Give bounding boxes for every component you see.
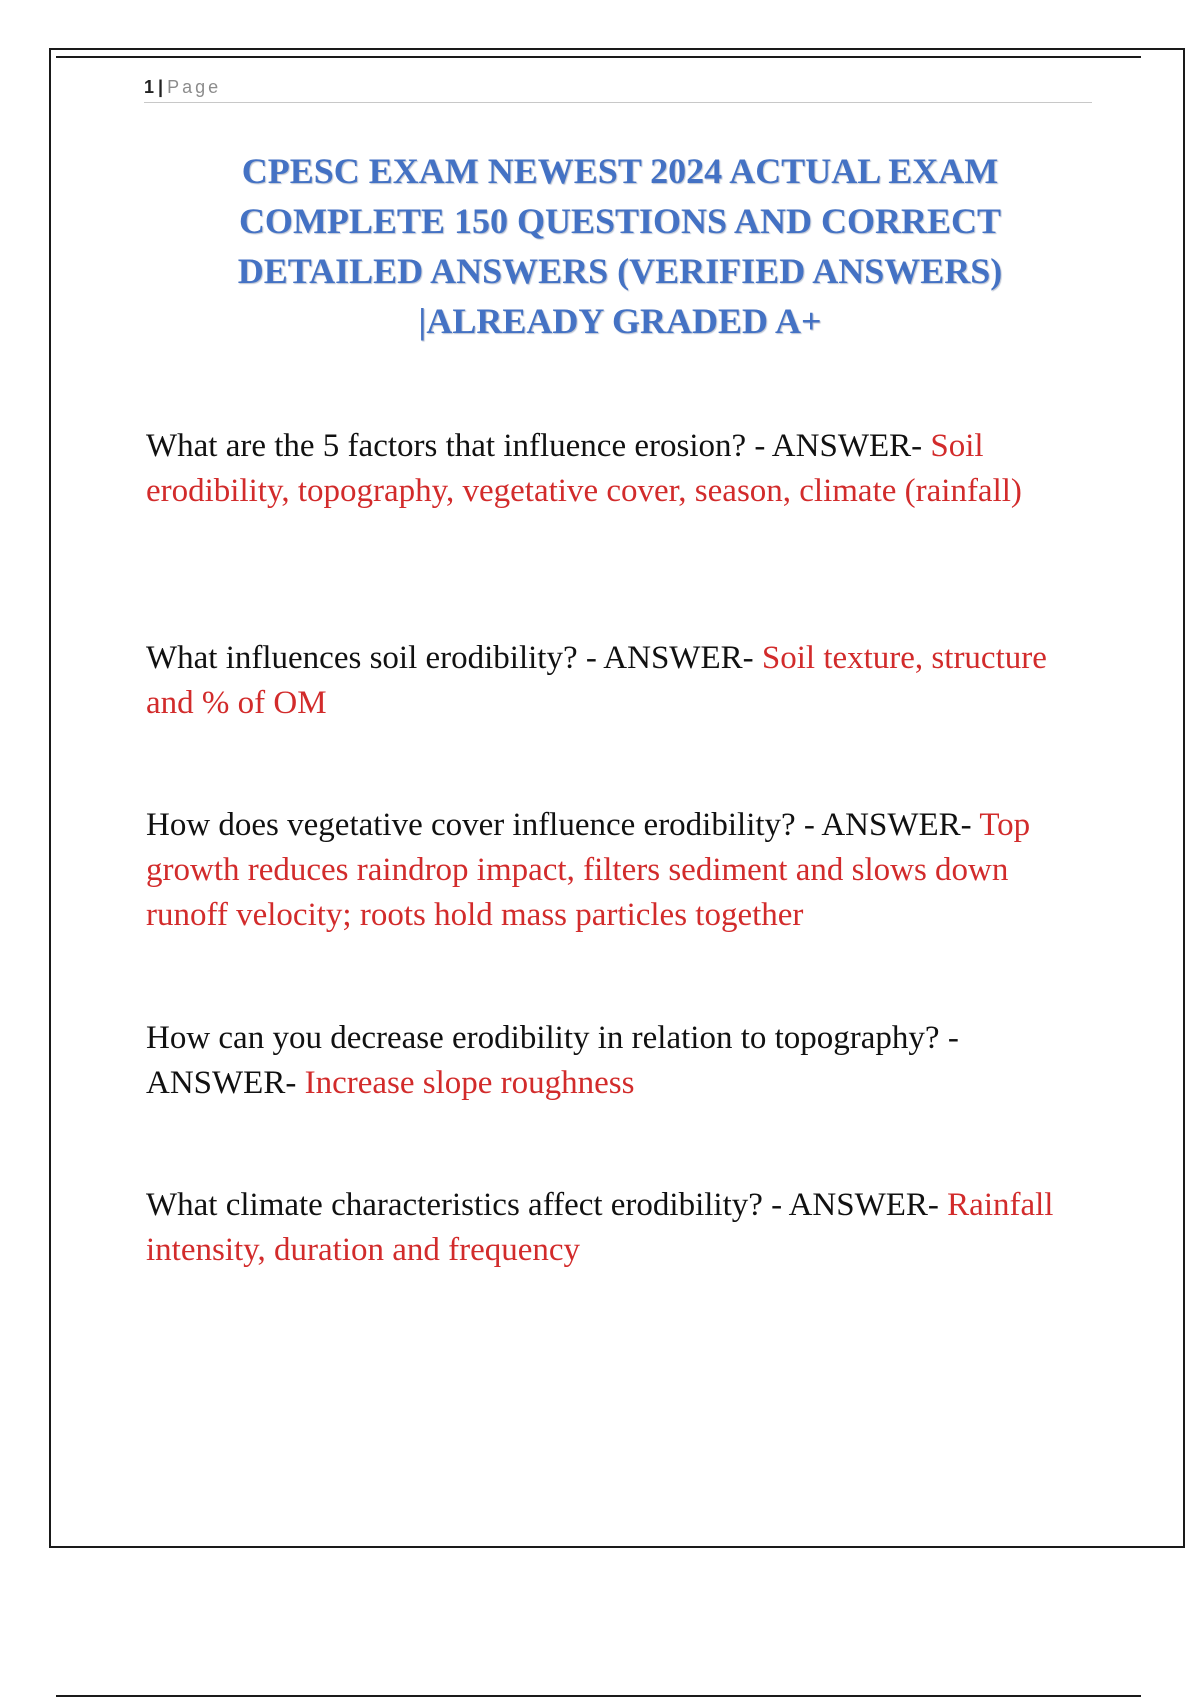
bottom-rule bbox=[56, 1695, 1141, 1697]
answer-text: Top growth reduces raindrop impact, filters sediment and slows down runoff velocity; roots hold mass particles together bbox=[146, 807, 1031, 933]
page-header bbox=[144, 74, 1092, 103]
answer-text: Soil erodibility, topography, vegetative cover, season, climate (rainfall) bbox=[146, 428, 1022, 509]
answer-text: Rainfall intensity, duration and frequency bbox=[146, 1187, 1054, 1268]
answer-text: Increase slope roughness bbox=[304, 1065, 635, 1101]
question-text: What influences soil erodibility? - ANSWER- bbox=[146, 640, 762, 676]
question-text: What climate characteristics affect erodibility? - ANSWER- bbox=[146, 1187, 948, 1223]
qa-item bbox=[146, 803, 1096, 938]
answer-text: Soil texture, structure and % of OM bbox=[146, 640, 1047, 721]
question-text: How does vegetative cover influence erodibility? - ANSWER- bbox=[146, 807, 980, 843]
qa-item bbox=[146, 424, 1096, 514]
question-text: How can you decrease erodibility in relation to topography? - ANSWER- bbox=[146, 1020, 959, 1101]
qa-item bbox=[146, 636, 1096, 726]
top-rule bbox=[56, 56, 1141, 58]
page-label: Page bbox=[167, 77, 222, 97]
page-number: 1 bbox=[144, 77, 155, 97]
qa-item bbox=[146, 1183, 1096, 1273]
qa-item bbox=[146, 1016, 1096, 1106]
page-separator: | bbox=[158, 77, 164, 97]
document-title: CPESC EXAM NEWEST 2024 ACTUAL EXAM COMPLETE 150 QUESTIONS AND CORRECT DETAILED ANSWERS (VERIFIED ANSWERS) |ALREADY GRADED A+ bbox=[237, 151, 1003, 341]
question-text: What are the 5 factors that influence erosion? - ANSWER- bbox=[146, 428, 931, 464]
